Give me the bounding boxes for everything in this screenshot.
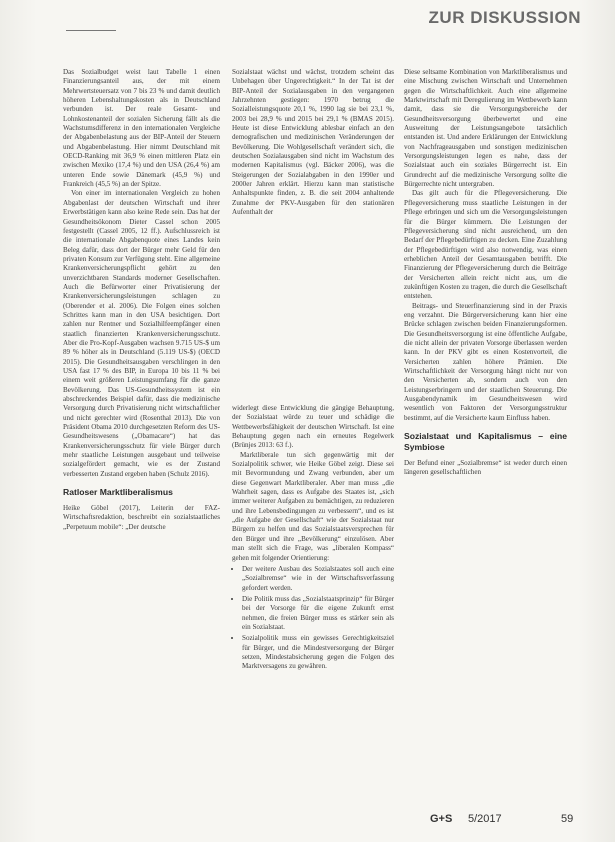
col2-paragraph-1: Sozialstaat wächst und wächst, trotzdem scheint das Unbehagen über Ungerechtigkeit.“ In der Tat ist der BIP-Anteil der Sozialausgaben in den vergangenen Jahrzehnten gestiegen: 1970 betrug die Sozialleistungsquote 20,1 %, 1990 lag sie bei 23,1 %, 2003 bei 28,9 % und 2015 bei 29,1 % (BMAS 2015). Heute ist diese Entwicklung ablesbar einfach an den demografischen und medizinischen Veränderungen der Bevölkerung. Die Wohlgesellschaft verändert sich, die deutschen Sozialausgaben sind nicht im Wachstum des modernen Kapitalismus (vgl. Bäcker 2006), was die Steigerungen der Sozialabgaben in den 1990er und 2000er Jahren erklärt. Hierzu kann man statistische Anhaltspunkte finden, z. B. die seit 2004 anhaltende Zunahme der PKV-Ausgaben für den stationären Aufenthalt der bbox=[232, 68, 394, 217]
bullet-item: • Die Politik muss das „Sozialstaatsprinzip“ für Bürger bei der Vorsorge für die eigene Zukunft ernst nehmen, die freien Bürger muss es stärker sein als ein Sozialstaat. bbox=[242, 595, 394, 632]
bullet-list bbox=[232, 565, 394, 672]
column-2-top bbox=[232, 68, 394, 218]
header-rule bbox=[66, 30, 116, 31]
column-2-bottom bbox=[232, 404, 394, 676]
col3-paragraph-1: Diese seltsame Kombination von Marktliberalismus und eine Mischung zwischen Wirtschaft und Unternehmen gegen die Wirtschaftlichkeit. Auch eine allgemeine Marktwirtschaft mit Deregulierung im Wettbewerb kann damit, dass sie die Versorgungsbereiche der Gesundheitsversorgung überbewertet und eine Ausweitung der Leistungsangebote tatsächlich entstanden ist. Und andere Erklärungen der Entwicklung von Nachfrageausgaben und sonstigen medizinischen Versorgungsleistungen legen es nahe, dass der Sozialstaat auch ein soziales Bürgerrecht ist. Ein Grundrecht auf die medizinische Versorgung sollte die Bürgerrechte nicht untergraben. bbox=[404, 68, 567, 189]
col3-paragraph-2: Das gilt auch für die Pflegeversicherung. Die Pflegeversicherung muss staatliche Leistungen in der Pflege erbringen und sich um die Versorgungsleistungen für die Bürger kümmern. Die Leistungen der Pflegeversicherung sind nicht ausreichend, um den Bedarf der Pflegebedürftigen zu decken. Eine Zuzahlung der Pflegebedürftigen wird also notwendig, was einen erheblichen Anteil der Gesamtausgaben betrifft. Die Finanzierung der Pflegeversicherung durch die Beiträge der Versicherten allein reicht nicht aus, um die zukünftigen Kosten zu tragen, die durch die Gesellschaft entstehen. bbox=[404, 189, 567, 301]
column-3 bbox=[404, 68, 567, 478]
page-number: 59 bbox=[561, 813, 574, 825]
subheading-ratloser-marktliberalismus: Ratloser Marktliberalismus bbox=[63, 487, 173, 498]
col2-paragraph-3: Marktliberale tun sich gegenwärtig mit der Sozialpolitik schwer, wie Heike Göbel zeigt. Diese sei mit Bevormundung und Zwang verbunden, aber um diese Gegenwart Marktliberaler. Aber man muss „die Wahrheit sagen, dass es Aufgabe des Staates ist, „sich immer weiterer Aufgaben zu bemächtigen, zu reduzieren und ihre Lebensbedingungen zu verbessern“, und es ist „die Aufgabe der Gesellschaft“ wie der Sozialstaat nur Bürgern zu helfen und das Sozialstaatsversprechen für den Bürger und ihre „Bevölkerung“ einzulösen. Aber man stellt sich die Frage, was „liberalen Kompass“ gehen mit folgender Orientierung: bbox=[232, 450, 394, 562]
col2-paragraph-2: widerlegt diese Entwicklung die gängige Behauptung, der Sozialstaat würde zu teuer und schädige die Wettbewerbsfähigkeit der deutschen Wirtschaft. Ist eine Behauptung gegen nach ein erneutes Regelwerk (Brünjes 2013: 63 f.). bbox=[232, 404, 394, 450]
col3-paragraph-3: Beitrags- und Steuerfinanzierung sind in der Praxis eng verzahnt. Die Bürgerversicherung kann hier eine Brücke schlagen zwischen beiden Finanzierungsformen. Die Gesundheitsversorgung ist eine öffentliche Aufgabe, die nicht allein der privaten Vorsorge überlassen werden kann. In der PKV gibt es einen Kostenvorteil, die Versicherten zahlen höhere Prämien. Die Wirtschaftlichkeit der Versorgung hängt nicht nur von den Versicherten ab, sondern auch von den Leistungserbringern und der staatlichen Steuerung. Die Ausgabendynamik im Gesundheitswesen wird wesentlich von Faktoren der Versorgungsstruktur bestimmt, auf die Versicherte kaum Einfluss haben. bbox=[404, 301, 567, 422]
page-footer bbox=[430, 813, 580, 827]
subheading-sozialstaat-kapitalismus: Sozialstaat und Kapitalismus – eine Symbiose bbox=[404, 431, 567, 453]
blank-area bbox=[232, 272, 412, 402]
col1-paragraph-1: Das Sozialbudget weist laut Tabelle 1 einen Finanzierungsanteil aus, der mit einem Mehrwertsteuersatz von 7 bis 23 % und damit deutlich höheren Lebenshaltungskosten als in Deutschland verbunden ist. Der reale Gesamt- und Lohnkostenanteil der sozialen Sicherung fällt als die Wachstumsdifferenz in den internationalen Vergleiche der Abgabenbelastung aus der BIP-Anteil der Steuern und Abgabenbelastung. Hier nimmt Deutschland mit OECD-Ranking mit 36,9 % einen mittleren Platz ein zwischen Mexiko (17,4 %) und den USA (26,4 %) am unteren Ende sowie Dänemark (45,9 %) und Frankreich (45,5 %) an der Spitze. bbox=[63, 68, 220, 189]
col3-paragraph-4: Der Befund einer „Sozialbremse“ ist weder durch einen längeren gesellschaftlichen bbox=[404, 459, 567, 477]
bullet-item: • Sozialpolitik muss ein gewisses Gerechtigkeitsziel für Bürger, und die Mindestversorgung der Bürger setzen, Mindestabsicherung gegen die Folgen des Marktversagens zu gewähren. bbox=[242, 634, 394, 671]
column-1 bbox=[63, 68, 220, 532]
issue-number: 5/2017 bbox=[468, 813, 502, 825]
journal-name: G+S bbox=[430, 813, 453, 825]
section-title: ZUR DISKUSSION bbox=[428, 8, 581, 27]
col1-paragraph-3: Heike Göbel (2017), Leiterin der FAZ-Wirtschaftsredaktion, beschreibt ein sozialstaatliches „Perpetuum mobile“: „Der deutsche bbox=[63, 504, 220, 531]
bullet-item: • Der weitere Ausbau des Sozialstaates soll auch eine „Sozialbremse“ wie in der Wirtschaftsverfassung gefordert werden. bbox=[242, 565, 394, 593]
col1-paragraph-2: Von einer im internationalen Vergleich zu hohen Abgabenlast der deutschen Wirtschaft und ihrer Erwerbstätigen kann also keine Rede sein. Das hat der Gesundheitsökonom Dieter Cassel schon 2005 festgestellt (Cassel 2005, 12 ff.). Aufschlussreich ist die internationale Abgabenquote eines Landes kein Beleg dafür, dass dort der Bürger mehr Geld für den privaten Konsum zur Verfügung steht. Eine allgemeine Krankenversicherungspflicht gehört zu den unverzichtbaren Standards moderner Gesellschaften. Auch die Befürworter einer Privatisierung der Krankenversicherungsleistungen schlagen zu (Oberender et al. 2006). Die Folgen eines solchen Schrittes kann man in den USA besichtigen. Dort zahlen nur Rentner und Sozialhilfeempfänger einen staatlich finanzierten Krankenversicherungsschutz. Aber die Pro-Kopf-Ausgaben wachsen 9.715 US-$ um 89 % höher als in Deutschland (5.119 US-$) (OECD 2015). Die Gesundheitsausgaben verschlingen in den USA fast 17 % des BIP, in Europa 10 bis 11 % bei einem weit größeren Leistungsumfang für die ganze Bevölkerung. Das US-Gesundheitssystem ist ein abschreckendes Beispiel dafür, dass die medizinische Versorgung durch Privatisierung nicht wirtschaftlicher und nicht gerechter wird (Rosenthal 2013). Die von Präsident Obama 2010 durchgesetzten Reform des US-Gesundheitswesens („Obamacare“) hat das Krankenversicherungsschutz für viele Bürger durch mehr staatliche Leistungen ausgebaut und teilweise sozialgefördert gemacht, wie es der Zustand verbesserten Zustand ergeben haben (Schulz 2016). bbox=[63, 189, 220, 478]
